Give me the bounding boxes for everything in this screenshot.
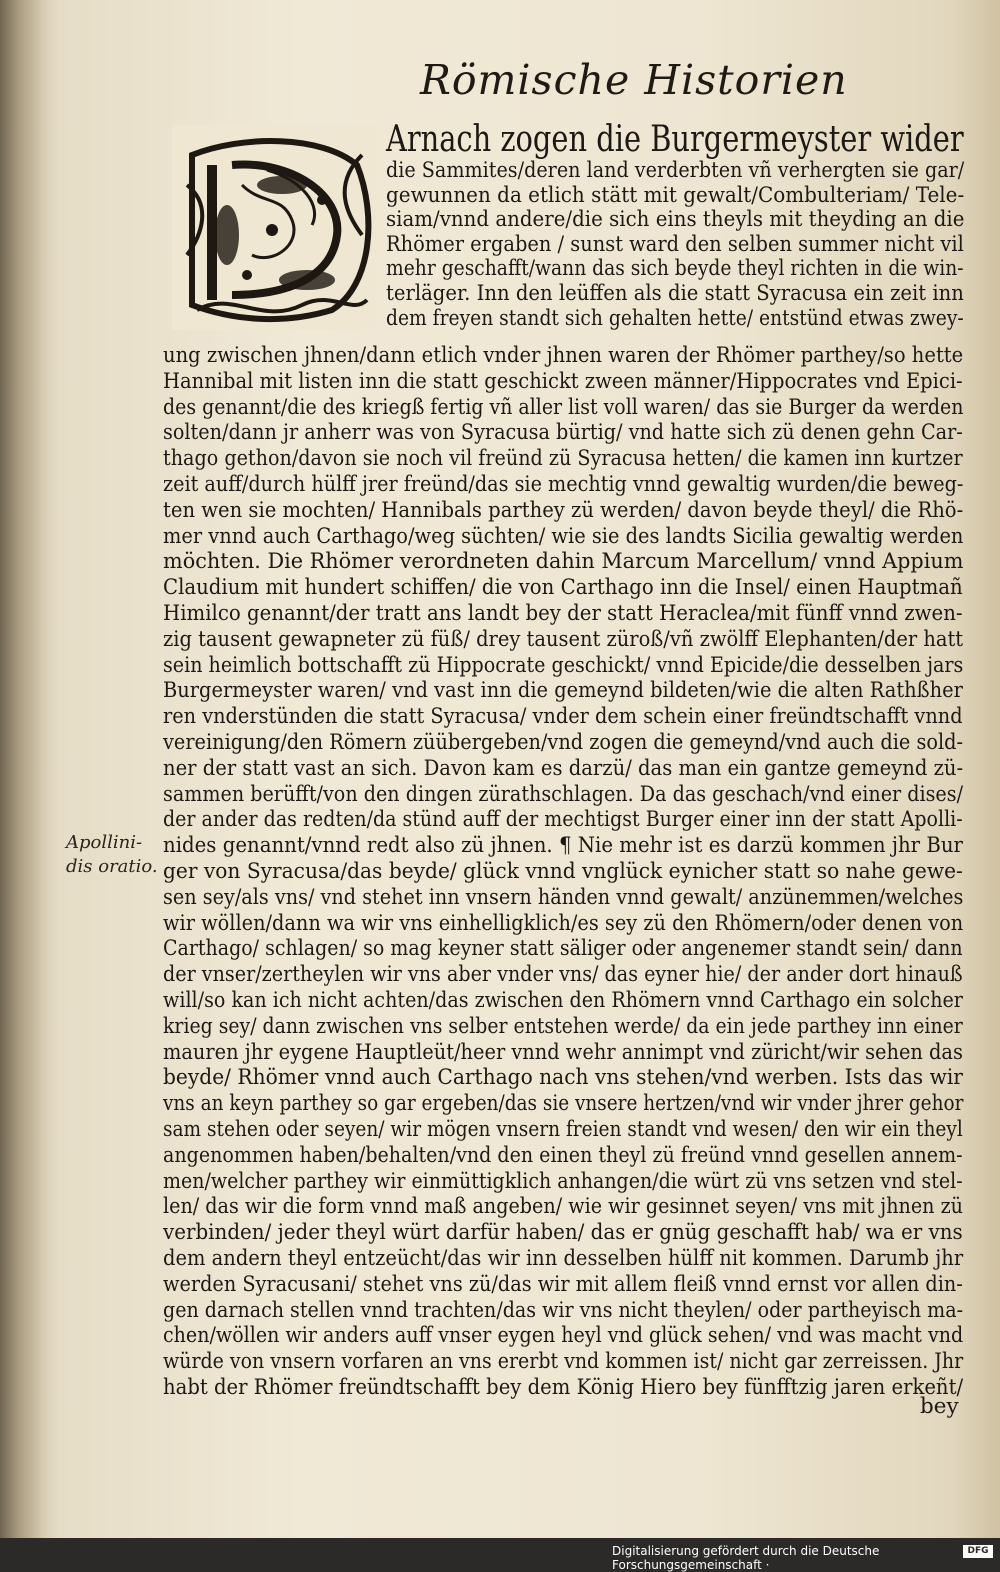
footer-credit: Digitalisierung gefördert durch die Deutsche Forschungsgemeinschaft · [612,1544,880,1572]
text-line: der ander das redten/da stünd auff der mechtigst Burger einer inn der statt Apolli- [163,807,963,833]
text-line: mauren jhr eygene Hauptleüt/heer vnnd wehr annimpt vnd züricht/wir sehen das [163,1039,963,1065]
text-line: nides genannt/vnnd redt also zü jhnen. ¶ Nie mehr ist es darzü kommen jhr Bur [163,833,963,859]
text-line: des genannt/die des kriegß fertig vñ aller list voll waren/ das sie Burger da werden [163,394,964,420]
text-line: vns an keyn parthey so gar ergeben/das sie vnsere hertzen/vnd wir vnder jhrer gehor [163,1091,964,1117]
page-gutter [0,0,46,1538]
text-line: ten wen sie mochten/ Hannibals parthey zü werden/ davon beyde theyl/ die Rhö- [163,497,964,523]
text-line: chen/wöllen wir anders auff vnser eygen heyl vnd glück sehen/ vnd was macht vnd [163,1323,964,1349]
text-line: zig tausent gewapneter zü füß/ drey tausent züroß/vñ zwölff Elephanten/der hatt [163,626,964,652]
text-line: ner der statt vast an sich. Davon kam es darzü/ das man ein gantze gemeynd zü- [163,755,964,781]
text-line: krieg sey/ dann zwischen vns selber entstehen werde/ da ein jede parthey inn einer [163,1013,963,1039]
text-line: Burgermeyster waren/ vnd vast inn die gemeynd bildeten/wie die alten Rathßher [163,678,963,704]
catchword: bey [920,1394,959,1419]
text-line: vereinigung/den Römern züübergeben/vnd zogen die gemeynd/vnd auch die sold- [163,730,964,755]
text-line: mer vnnd auch Carthago/weg süchten/ wie sie des landts Sicilia gewaltig werden [163,523,964,549]
text-line: ung zwischen jhnen/dann etlich vnder jhnen waren der Rhömer parthey/so hette [163,343,964,368]
text-line: sen sey/als vns/ vnd stehet inn vnsern händen vnnd gewalt/ anzünemmen/welches [163,884,964,910]
text-line: der vnser/zertheylen wir vns aber vnder vns/ das eyner hie/ der ander dort hinauß [163,962,963,988]
text-line: habt der Rhömer freündtschafft bey dem König Hiero bey fünfftzig jaren erkeñt/ [163,1375,964,1400]
dfg-logo: DFG [963,1545,993,1558]
text-line: wir wöllen/dann wa wir vns einhelligklich/es sey zü den Rhömern/oder denen von [163,910,964,936]
text-line: sam stehen oder seyen/ wir mögen vnsern freien standt vnd wesen/ den wir ein theyl [163,1117,963,1142]
text-line: dem freyen standt sich gehalten hette/ entstünd etwas zwey- [386,305,964,331]
text-line: will/so kan ich nicht achten/das zwischen den Rhömern vnnd Carthago ein solcher [163,988,963,1013]
text-line: Carthago/ schlagen/ so mag keyner statt säliger oder angenemer standt sein/ dann [163,936,963,962]
text-line: len/ das wir die form vnnd maß angeben/ wie wir gesinnet seyen/ vns mit jhnen zü [163,1194,963,1220]
text-line: Himilco genannt/der tratt ans landt bey der statt Heraclea/mit fünff vnnd zwen- [163,601,963,626]
text-line: siam/vnnd andere/die sich eins theyls mit theyding an die [386,207,965,233]
text-line: verbinden/ jeder theyl würt darfür haben/ das er gnüg geschafft hab/ wa er vns [163,1220,963,1246]
text-line: Claudium mit hundert schiffen/ die von Carthago inn die Insel/ einen Hauptmañ [163,575,963,601]
text-line: ren vnderstünden die statt Syracusa/ vnder dem schein einer freündtschafft vnnd [163,704,963,730]
decorated-initial-d-icon [172,125,377,330]
text-line: gewunnen da etlich stätt mit gewalt/Combulteriam/ Tele- [386,182,965,208]
text-line: thago gethon/davon sie noch vil freünd zü Syracusa hetten/ die kamen inn kurtzer [163,446,963,472]
text-line: dem andern theyl entzeücht/das wir inn desselben hülff nit kommen. Darumb jhr [163,1246,964,1271]
text-line: Hannibal mit listen inn die statt geschickt zween männer/Hippocrates vnd Epici- [163,368,963,394]
text-line: Arnach zogen die Burgermeyster wider [386,119,964,160]
text-line: möchten. Die Rhömer verordneten dahin Marcum Marcellum/ vnnd Appium [163,549,964,575]
text-line: werden Syracusani/ stehet vns zü/das wir mit allem fleiß vnnd ernst vor allen din- [163,1271,963,1297]
text-line: die Sammites/deren land verderbten vñ verhergten sie gar/ [386,158,965,183]
running-header: Römische Historien [420,56,848,104]
text-line: Rhömer ergaben / sunst ward den selben summer nicht vil [386,231,964,257]
text-line: gen darnach stellen vnnd trachten/das wir vns nicht theylen/ oder partheyisch ma- [163,1297,964,1323]
text-line: ger von Syracusa/das beyde/ glück vnnd vnglück eynicher statt so nahe gewe- [163,859,963,884]
text-line: beyde/ Rhömer vnnd auch Carthago nach vns stehen/vnd werben. Ists das wir [163,1065,963,1091]
text-line: solten/dann jr anherr was von Syracusa bürtig/ vnd hatte sich zü denen gehn Car- [163,420,963,446]
marginal-note-line-2: dis oratio. [66,856,158,877]
footer-bar [0,1538,1000,1572]
text-line: zeit auff/durch hülff jrer freünd/das sie mechtig vnnd gewaltig wurden/die beweg- [163,472,964,497]
text-line: terläger. Inn den leüffen als die statt Syracusa ein zeit inn [386,281,964,306]
text-line: würde von vnsern vorfaren an vns ererbt vnd kommen ist/ nicht gar zerreissen. Jhr [163,1349,964,1375]
text-line: angenommen haben/behalten/vnd den einen theyl zü freünd vnnd gesellen annem- [163,1142,963,1168]
text-line: sammen berüfft/von den dingen zürathschlagen. Da das geschach/vnd einer dises/ [163,781,964,807]
text-line: mehr geschafft/wann das sich beyde theyl richten in die win- [386,256,964,282]
marginal-note-line-1: Apollini- [66,832,143,853]
text-line: men/welcher parthey wir einmüttigklich anhangen/die würt zü vns setzen vnd stel- [163,1168,963,1194]
text-line: sein heimlich bottschafft zü Hippocrate geschickt/ vnnd Epicide/die desselben jars [163,652,964,678]
